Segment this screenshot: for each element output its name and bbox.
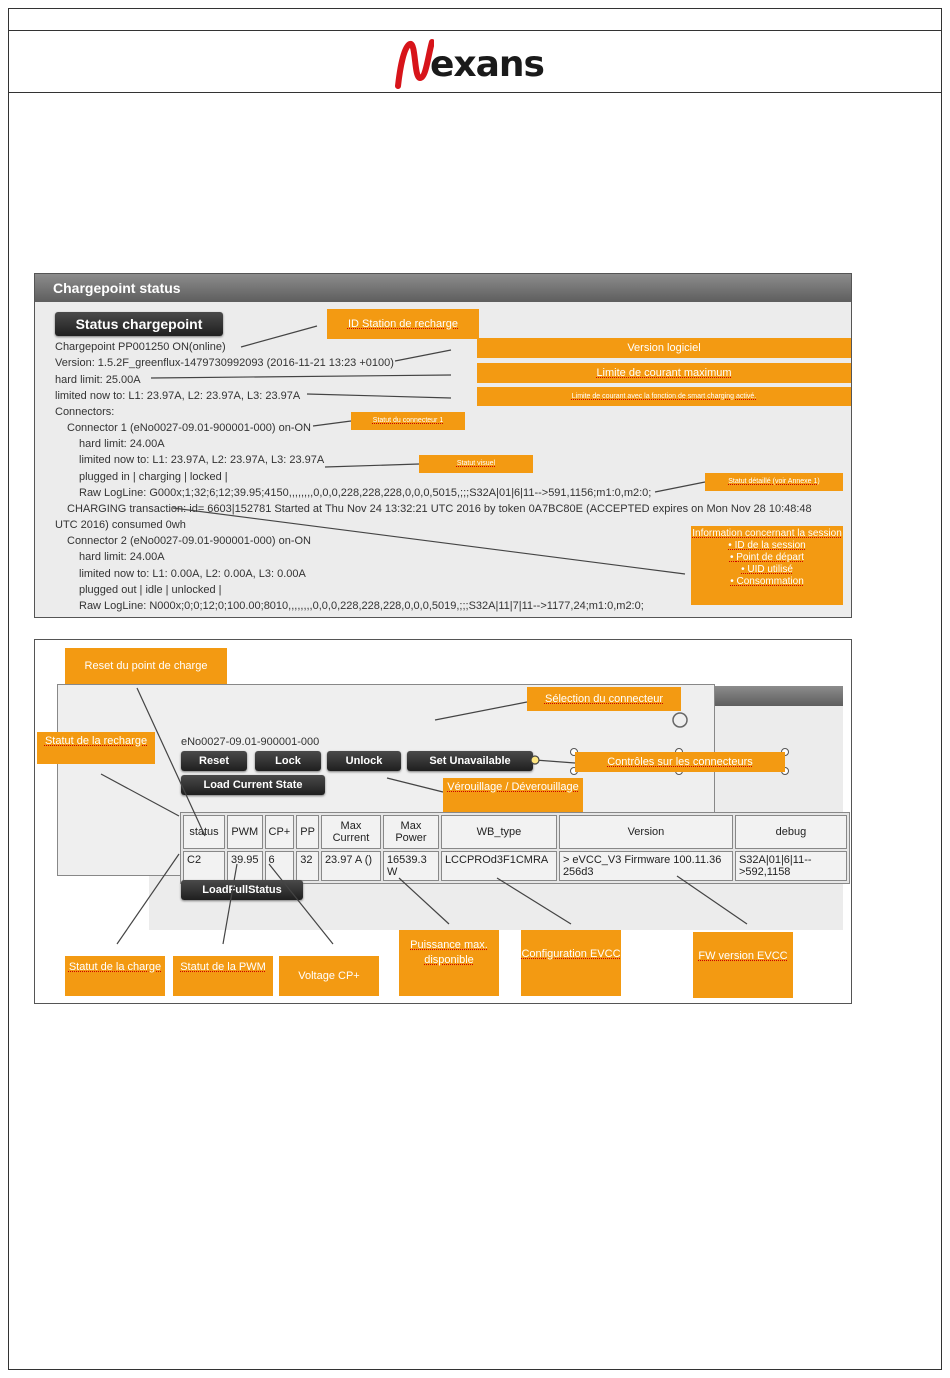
status-line: plugged out | idle | unlocked | xyxy=(79,584,222,596)
session-info-item: • ID de la session xyxy=(728,540,806,551)
table-cell: 16539.3 W xyxy=(383,851,439,881)
table-header: Max Current xyxy=(321,815,381,849)
table-header: status xyxy=(183,815,225,849)
callout-session-info xyxy=(691,526,843,605)
table-header: Max Power xyxy=(383,815,439,849)
callout-puissance-max: Puissance max. disponible xyxy=(399,930,499,996)
set-unavailable-button[interactable]: Set Unavailable xyxy=(407,751,533,771)
callout-version: Version logiciel xyxy=(477,338,851,358)
status-line: Version: 1.5.2F_greenflux-1479730992093 (2016-11-21 13:23 +0100) xyxy=(55,357,394,369)
header-rule-top xyxy=(8,30,942,31)
load-current-state-button[interactable]: Load Current State xyxy=(181,775,325,795)
table-cell: > eVCC_V3 Firmware 100.11.36 256d3 xyxy=(559,851,733,881)
table-cell: C2 xyxy=(183,851,225,881)
header-rule-bottom xyxy=(8,92,942,93)
status-line: CHARGING transaction: id= 6603|152781 Started at Thu Nov 24 13:32:21 UTC 2016 by token 0A7BC80E (ACCEPTED expires on Mon Nov 28 10:48:48 xyxy=(67,503,812,515)
callout-voltage-cp: Voltage CP+ xyxy=(279,956,379,996)
session-info-item: • Consommation xyxy=(730,576,804,587)
chargepoint-status-screenshot xyxy=(34,273,852,618)
table-cell: 39.95 xyxy=(227,851,263,881)
callout-config-evcc: Configuration EVCC xyxy=(521,930,621,996)
status-line: Connector 1 (eNo0027-09.01-900001-000) on-ON xyxy=(67,422,311,434)
table-header: Version xyxy=(559,815,733,849)
callout-statut-recharge: Statut de la recharge xyxy=(37,732,155,764)
status-line: Raw LogLine: G000x;1;32;6;12;39.95;4150,,,,,,,,0,0,0,228,228,228,0,0,0,5015,;;;S32A|01|6|11-->591,1156;m1:0,m2:0; xyxy=(79,487,652,499)
table-header-row xyxy=(183,815,847,849)
logo-wordmark: exans xyxy=(430,44,544,85)
callout-fw-version: FW version EVCC xyxy=(693,932,793,998)
chargepoint-status-title: Chargepoint status xyxy=(35,274,851,302)
table-cell: LCCPROd3F1CMRA xyxy=(441,851,557,881)
table-header: WB_type xyxy=(441,815,557,849)
device-id: eNo0027-09.01-900001-000 xyxy=(181,736,320,748)
callout-statut-pwm: Statut de la PWM xyxy=(173,956,273,996)
table-header: PWM xyxy=(227,815,263,849)
callout-statut-connecteur: Statut du connecteur 1 xyxy=(351,412,465,430)
callout-statut-detaille: Statut détaillé (voir Annexe 1) xyxy=(705,473,843,491)
callout-id-station: ID Station de recharge xyxy=(327,309,479,339)
session-info-item: • UID utilisé xyxy=(741,564,793,575)
table-header: PP xyxy=(296,815,319,849)
reset-button[interactable]: Reset xyxy=(181,751,247,771)
session-info-item: • Point de départ xyxy=(729,552,805,563)
callout-statut-visuel: Statut visuel xyxy=(419,455,533,473)
callout-verrouillage: Vérouillage / Déverouillage xyxy=(443,778,583,812)
callout-statut-charge: Statut de la charge xyxy=(65,956,165,996)
callout-limit-max: Limite de courant maximum xyxy=(477,363,851,383)
table-cell: 6 xyxy=(265,851,295,881)
status-line: Chargepoint PP001250 ON(online) xyxy=(55,341,226,353)
status-line: Connectors: xyxy=(55,406,115,418)
status-line: limited now to: L1: 23.97A, L2: 23.97A, L3: 23.97A xyxy=(79,454,325,466)
connector-status-table xyxy=(180,812,850,884)
load-full-status-button[interactable]: LoadFullStatus xyxy=(181,880,303,900)
status-line: hard limit: 24.00A xyxy=(79,438,165,450)
callout-limit-smart: Limite de courant avec la fonction de smart charging activé. xyxy=(477,387,851,406)
status-line: hard limit: 24.00A xyxy=(79,551,165,563)
status-chargepoint-button[interactable]: Status chargepoint xyxy=(55,312,223,336)
status-line: UTC 2016) consumed 0wh xyxy=(55,519,186,531)
status-line: hard limit: 25.00A xyxy=(55,374,141,386)
lock-button[interactable]: Lock xyxy=(255,751,321,771)
status-line: limited now to: L1: 0.00A, L2: 0.00A, L3: 0.00A xyxy=(79,568,306,580)
nexans-logo xyxy=(394,38,564,90)
status-line: plugged in | charging | locked | xyxy=(79,471,228,483)
callout-selection-connecteur: Sélection du connecteur xyxy=(527,687,681,711)
status-line: Connector 2 (eNo0027-09.01-900001-000) on-ON xyxy=(67,535,311,547)
callout-controles-connecteurs: Contrôles sur les connecteurs xyxy=(575,752,785,772)
table-cell: 32 xyxy=(296,851,319,881)
table-row xyxy=(183,851,847,881)
connector-status-screenshot xyxy=(34,639,852,1004)
unlock-button[interactable]: Unlock xyxy=(327,751,401,771)
table-cell: S32A|01|6|11-->592,1158 xyxy=(735,851,847,881)
table-header: CP+ xyxy=(265,815,295,849)
session-info-title: Information concernant la session xyxy=(692,528,842,539)
status-line: limited now to: L1: 23.97A, L2: 23.97A, L3: 23.97A xyxy=(55,390,301,402)
table-cell: 23.97 A () xyxy=(321,851,381,881)
callout-reset-point: Reset du point de charge xyxy=(65,648,227,684)
status-line: Raw LogLine: N000x;0;0;12;0;100.00;8010,,,,,,,,0,0,0,228,228,228,0,0,0,5019,;;;S32A|11|7|11-->1177,24;m1:0,m2:0; xyxy=(79,600,644,612)
table-header: debug xyxy=(735,815,847,849)
